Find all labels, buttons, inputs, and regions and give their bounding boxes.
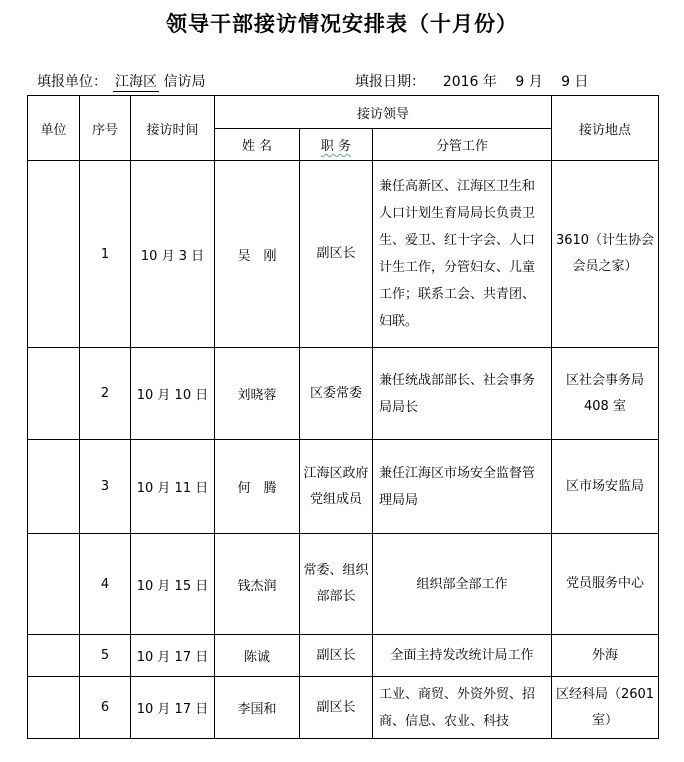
header-leader-group: 接访领导 [215, 96, 552, 129]
cell-duty: 全面主持发改统计局工作 [373, 635, 552, 677]
cell-duty: 兼任统战部部长、社会事务局局长 [373, 348, 552, 440]
cell-unit [28, 161, 80, 348]
unit-suffix: 信访局 [163, 74, 206, 90]
cell-seq: 4 [80, 534, 131, 635]
cell-duty: 工业、商贸、外资外贸、招商、信息、农业、科技 [373, 677, 552, 739]
cell-position: 常委、组织部部长 [300, 534, 373, 635]
cell-name: 李国和 [215, 677, 300, 739]
cell-unit [28, 534, 80, 635]
header-duty: 分管工作 [373, 129, 552, 161]
cell-position: 副区长 [300, 635, 373, 677]
header-unit: 单位 [28, 96, 80, 161]
cell-unit [28, 440, 80, 534]
cell-seq: 3 [80, 440, 131, 534]
report-unit [37, 71, 205, 92]
cell-position: 江海区政府党组成员 [300, 440, 373, 534]
unit-label: 填报单位： [37, 74, 107, 90]
table-row [28, 440, 659, 534]
cell-time: 10 月 11 日 [131, 440, 215, 534]
date-label: 填报日期： [355, 74, 425, 90]
cell-name: 何 腾 [215, 440, 300, 534]
cell-seq: 6 [80, 677, 131, 739]
cell-unit [28, 635, 80, 677]
header-seq: 序号 [80, 96, 131, 161]
cell-time: 10 月 17 日 [131, 635, 215, 677]
unit-value: 江海区 [113, 71, 159, 92]
cell-name: 陈诚 [215, 635, 300, 677]
cell-location: 区社会事务局 408 室 [552, 348, 659, 440]
header-time: 接访时间 [131, 96, 215, 161]
cell-seq: 1 [80, 161, 131, 348]
cell-position: 副区长 [300, 677, 373, 739]
cell-duty: 兼任高新区、江海区卫生和人口计划生育局局长负责卫生、爱卫、红十字会、人口计生工作，分管妇女、儿童工作；联系工会、共青团、妇联。 [373, 161, 552, 348]
date-value: 2016 年 9 月 9 日 [442, 74, 589, 90]
cell-unit [28, 348, 80, 440]
cell-unit [28, 677, 80, 739]
header-position: 职 务 [300, 129, 373, 161]
cell-duty: 兼任江海区市场安全监督管理局局 [373, 440, 552, 534]
table-row [28, 348, 659, 440]
cell-name: 吴 刚 [215, 161, 300, 348]
cell-time: 10 月 15 日 [131, 534, 215, 635]
cell-name: 刘晓蓉 [215, 348, 300, 440]
cell-time: 10 月 3 日 [131, 161, 215, 348]
report-date [355, 71, 589, 91]
table-row [28, 534, 659, 635]
cell-seq: 2 [80, 348, 131, 440]
table-row [28, 635, 659, 677]
header-location: 接访地点 [552, 96, 659, 161]
header-name: 姓 名 [215, 129, 300, 161]
cell-location: 党员服务中心 [552, 534, 659, 635]
cell-time: 10 月 10 日 [131, 348, 215, 440]
table-row [28, 161, 659, 348]
cell-duty: 组织部全部工作 [373, 534, 552, 635]
page-title: 领导干部接访情况安排表（十月份） [166, 11, 518, 36]
cell-time: 10 月 17 日 [131, 677, 215, 739]
cell-location: 区市场安监局 [552, 440, 659, 534]
schedule-table [27, 95, 659, 739]
cell-location: 区经科局（2601 室） [552, 677, 659, 739]
cell-position: 区委常委 [300, 348, 373, 440]
cell-position: 副区长 [300, 161, 373, 348]
cell-location: 3610（计生协会会员之家） [552, 161, 659, 348]
cell-name: 钱杰润 [215, 534, 300, 635]
cell-seq: 5 [80, 635, 131, 677]
table-row [28, 677, 659, 739]
cell-location: 外海 [552, 635, 659, 677]
